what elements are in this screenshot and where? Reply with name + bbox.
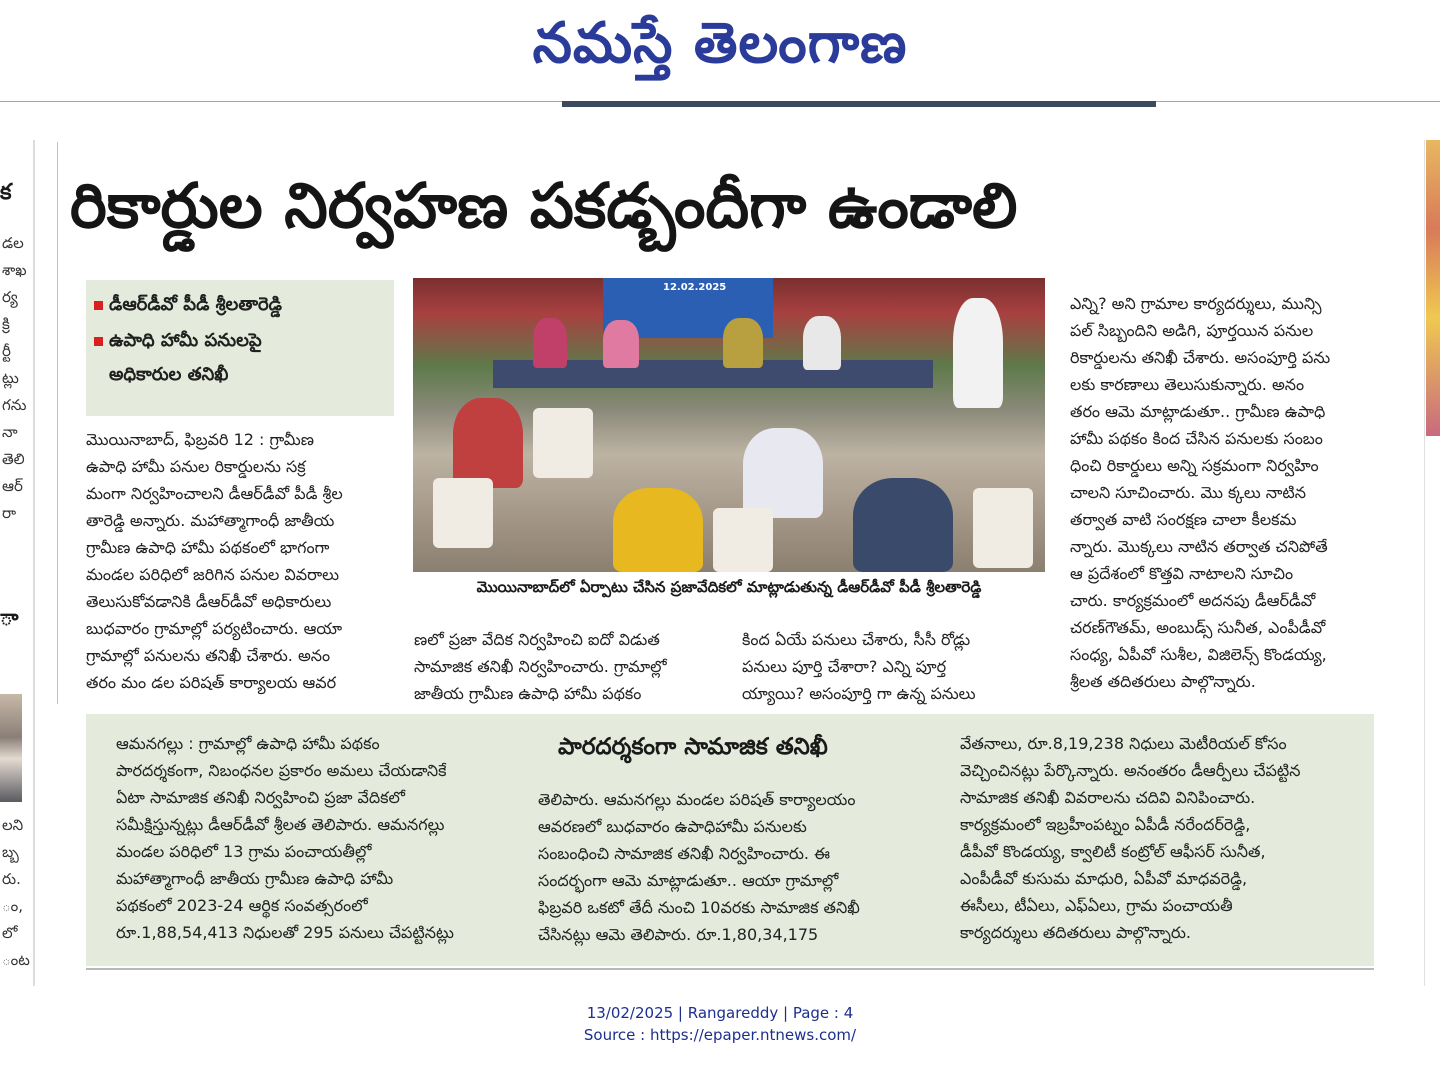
left-fragment-heading: క <box>0 180 12 205</box>
highlight-text: డీఆర్‌డీవో పీడీ శ్రీలతారెడ్డి <box>109 294 282 315</box>
sub-article-rule <box>86 968 1374 970</box>
left-fragment-line: డల <box>2 234 24 252</box>
left-fragment-line: శాఖ <box>2 261 27 279</box>
left-fragment-line: లో <box>2 924 18 942</box>
masthead-accent-bar <box>562 101 1156 107</box>
sub-article-column-2 <box>538 786 918 948</box>
article-headline: రికార్డుల నిర్వహణ పకడ్బందీగా ఉండాలి <box>70 169 1018 242</box>
left-fragment-line: బ్బ <box>2 843 19 861</box>
left-neighbour-article <box>0 140 36 986</box>
left-fragment-line: రు. <box>2 870 21 888</box>
text-line: డీపీవో కొండయ్య, క్వాలిటీ కంట్రోల్ ఆఫీసర్ సునీత, <box>960 842 1266 861</box>
highlights-box <box>86 280 394 416</box>
text-line: వేతనాలు, రూ.8,19,238 నిధులు మెటీరియల్ కోసం <box>960 734 1287 753</box>
text-line: న్నారు. మొక్కలు నాటిన తర్వాత చనిపోతే <box>1070 537 1328 556</box>
column-divider <box>33 140 35 986</box>
sub-article-column-3 <box>960 730 1360 946</box>
article-column-1 <box>86 426 396 696</box>
left-fragment-line: తెలి <box>2 450 25 468</box>
text-line: తెలుసుకోవడానికి డీఆర్‌డీవో అధికారులు <box>86 592 332 611</box>
left-fragment-line: ర్య <box>2 288 18 306</box>
text-line: పారదర్శకంగా, నిబంధనల ప్రకారం అమలు చేయడానికే <box>116 761 447 780</box>
article-column-2 <box>414 626 714 707</box>
footer-source-link[interactable]: Source : https://epaper.ntnews.com/ <box>583 1026 857 1044</box>
text-line: ఆ ప్రదేశంలో కొత్తవి నాటాలని సూచిం <box>1070 564 1294 583</box>
text-line: తరం ఆమె మాట్లాడుతూ.. గ్రామీణ ఉపాధి <box>1070 402 1326 421</box>
article-photo <box>413 278 1045 572</box>
bullet-icon <box>94 337 103 346</box>
text-line: చాలని సూచించారు. మొ క్కలు నాటిన <box>1070 483 1307 502</box>
text-line: పనులు పూర్తి చేశారా? ఎన్ని పూర్త <box>742 657 947 676</box>
text-line: మండల పరిధిలో 13 గ్రామ పంచాయతీల్లో <box>116 842 372 861</box>
text-line: సందర్భంగా ఆమె మాట్లాడుతూ.. ఆయా గ్రామాల్లో <box>538 871 839 890</box>
text-line: య్యాయి? అసంపూర్తి గా ఉన్న పనులు <box>742 684 976 703</box>
text-line: పల్ సిబ్బందిని అడిగి, పూర్తయిన పనుల <box>1070 321 1314 340</box>
text-line: ణలో ప్రజా వేదిక నిర్వహించి ఐదో విడుత <box>414 630 660 649</box>
left-fragment-line: నా <box>2 423 18 441</box>
text-line: ఈసీలు, టీఏలు, ఎఫ్ఏలు, గ్రామ పంచాయతీ <box>960 896 1233 915</box>
text-line: సంధ్య, ఏపీవో సుశీల, విజిలెన్స్ కొండయ్య, <box>1070 645 1327 664</box>
text-line: సామాజిక తనిఖీ వివరాలను చదివి వినిపించారు. <box>960 788 1256 807</box>
left-fragment-line: ఆర్ <box>2 477 23 495</box>
text-line: చరణ్‌గౌతమ్, అంబుడ్స్ సునీత, ఎంపీడీవో <box>1070 618 1326 637</box>
text-line: తెలిపారు. ఆమనగల్లు మండల పరిషత్ కార్యాలయం <box>538 790 856 809</box>
text-line: శ్రీలత తదితరులు పాల్గొన్నారు. <box>1070 672 1256 691</box>
text-line: జాతీయ గ్రామీణ ఉపాధి హామీ పథకం <box>414 684 642 703</box>
text-line: ఎన్ని? అని గ్రామాల కార్యదర్శులు, మున్సి <box>1070 294 1322 313</box>
text-line: తారెడ్డి అన్నారు. మహాత్మాగాంధీ జాతీయ <box>86 511 335 530</box>
footer-date-edition: 13/02/2025 | Rangareddy | Page : 4 <box>586 1004 854 1022</box>
article-column-3 <box>742 626 1042 707</box>
text-line: ఎంపీడీవో కుసుమ మాధురి, ఏపీవో మాధవరెడ్డి, <box>960 869 1248 888</box>
text-line: రికార్డులను తనిఖీ చేశారు. అసంపూర్తి పను <box>1070 348 1331 367</box>
masthead <box>0 0 1440 92</box>
text-line: కార్యదర్శులు తదితరులు పాల్గొన్నారు. <box>960 923 1191 942</box>
text-line: గ్రామీణ ఉపాధి హామీ పథకంలో భాగంగా <box>86 538 330 557</box>
text-line: చారు. కార్యక్రమంలో అదనపు డీఆర్‌డీవో <box>1070 591 1316 610</box>
newspaper-logo: నమస్తే తెలంగాణ <box>532 10 908 76</box>
text-line: ఆమనగల్లు : గ్రామాల్లో ఉపాధి హామీ పథకం <box>116 734 380 753</box>
text-line: బుధవారం గ్రామాల్లో పర్యటించారు. ఆయా <box>86 619 343 638</box>
text-line: ఏటా సామాజిక తనిఖీ నిర్వహించి ప్రజా వేదికలో <box>116 788 405 807</box>
left-fragment-line: ర్టీ <box>2 342 11 360</box>
left-fragment-line: రా <box>2 504 17 522</box>
text-line: పథకంలో 2023-24 ఆర్థిక సంవత్సరంలో <box>116 896 368 915</box>
text-line: లకు కారణాలు తెలుసుకున్నారు. అనం <box>1070 375 1305 394</box>
text-line: మొయినాబాద్, ఫిబ్రవరి 12 : గ్రామీణ <box>86 430 314 449</box>
text-line: కింద ఏయే పనులు చేశారు, సీసీ రోడ్లు <box>742 630 971 649</box>
text-line: తరం మం డల పరిషత్ కార్యాలయ ఆవర <box>86 673 337 692</box>
highlight-item <box>109 364 228 389</box>
highlight-text: ఉపాధి హామీ పనులపై <box>109 330 262 351</box>
text-line: మండల పరిధిలో జరిగిన పనుల వివరాలు <box>86 565 340 584</box>
text-line: మంగా నిర్వహించాలని డీఆర్‌డీవో పీడీ శ్రీల <box>86 484 343 503</box>
article-column-4 <box>1070 290 1390 695</box>
left-fragment-line: క్రి <box>2 315 10 333</box>
text-line: మహాత్మాగాంధీ జాతీయ గ్రామీణ ఉపాధి హామీ <box>116 869 394 888</box>
text-line: సంబంధించి సామాజిక తనిఖీ నిర్వహించారు. ఈ <box>538 844 830 863</box>
sub-article-column-1 <box>116 730 516 946</box>
text-line: ధించి రికార్డులు అన్ని సక్రమంగా నిర్వహిం <box>1070 456 1319 475</box>
sub-article-headline: పారదర్శకంగా సామాజిక తనిఖీ <box>558 734 828 760</box>
text-line: ఉపాధి హామీ పనుల రికార్డులను సక్ర <box>86 457 306 476</box>
highlight-text: అధికారుల తనిఖీ <box>109 364 229 385</box>
left-fragment-heading-2: ా <box>0 606 19 631</box>
photo-banner-date: 12.02.2025 <box>663 282 727 293</box>
highlight-item <box>94 294 282 319</box>
highlight-item <box>94 330 262 355</box>
text-line: వెచ్చించినట్లు పేర్కొన్నారు. అనంతరం డీఆర్పీలు చేపట్టిన <box>960 761 1301 780</box>
text-line: హామీ పథకం కింద చేసిన పనులకు సంబం <box>1070 429 1323 448</box>
text-line: సామాజిక తనిఖీ నిర్వహించారు. గ్రామాల్లో <box>414 657 667 676</box>
text-line: తర్వాత వాటి సంరక్షణ చాలా కీలకమ <box>1070 510 1297 529</box>
left-fragment-line: ట్లు <box>2 369 19 387</box>
page-footer <box>0 1002 1440 1046</box>
left-fragment-line: ం, <box>2 897 24 915</box>
text-line: రూ.1,88,54,413 నిధులతో 295 పనులు చేపట్టినట్లు <box>116 923 454 942</box>
column-divider <box>1424 140 1425 986</box>
left-fragment-photo <box>0 694 22 802</box>
text-line: ఫిబ్రవరి ఒకటో తేదీ నుంచి 10వరకు సామాజిక తనిఖీ <box>538 898 860 917</box>
left-fragment-line: ంట <box>2 951 30 969</box>
bullet-icon <box>94 301 103 310</box>
text-line: చేసినట్లు ఆమె తెలిపారు. రూ.1,80,34,175 <box>538 925 819 944</box>
text-line: గ్రామాల్లో పనులను తనిఖీ చేశారు. అనం <box>86 646 331 665</box>
photo-caption: మొయినాబాద్‌లో ఏర్పాటు చేసిన ప్రజావేదికలో మాట్లాడుతున్న డీఆర్‌డీవో పీడీ శ్రీలతారెడ్డి <box>476 578 982 596</box>
text-line: సమీక్షిస్తున్నట్లు డీఆర్‌డీవో శ్రీలత తెలిపారు. ఆమనగల్లు <box>116 815 445 834</box>
right-neighbour-image <box>1426 140 1440 436</box>
article-border <box>57 142 58 704</box>
left-fragment-line: లని <box>2 816 24 834</box>
text-line: కార్యక్రమంలో ఇబ్రహీంపట్నం ఏపీడీ నరేందర్‌రెడ్డి, <box>960 815 1251 834</box>
text-line: ఆవరణలో బుధవారం ఉపాధిహామీ పనులకు <box>538 817 807 836</box>
left-fragment-line: గను <box>2 396 27 414</box>
